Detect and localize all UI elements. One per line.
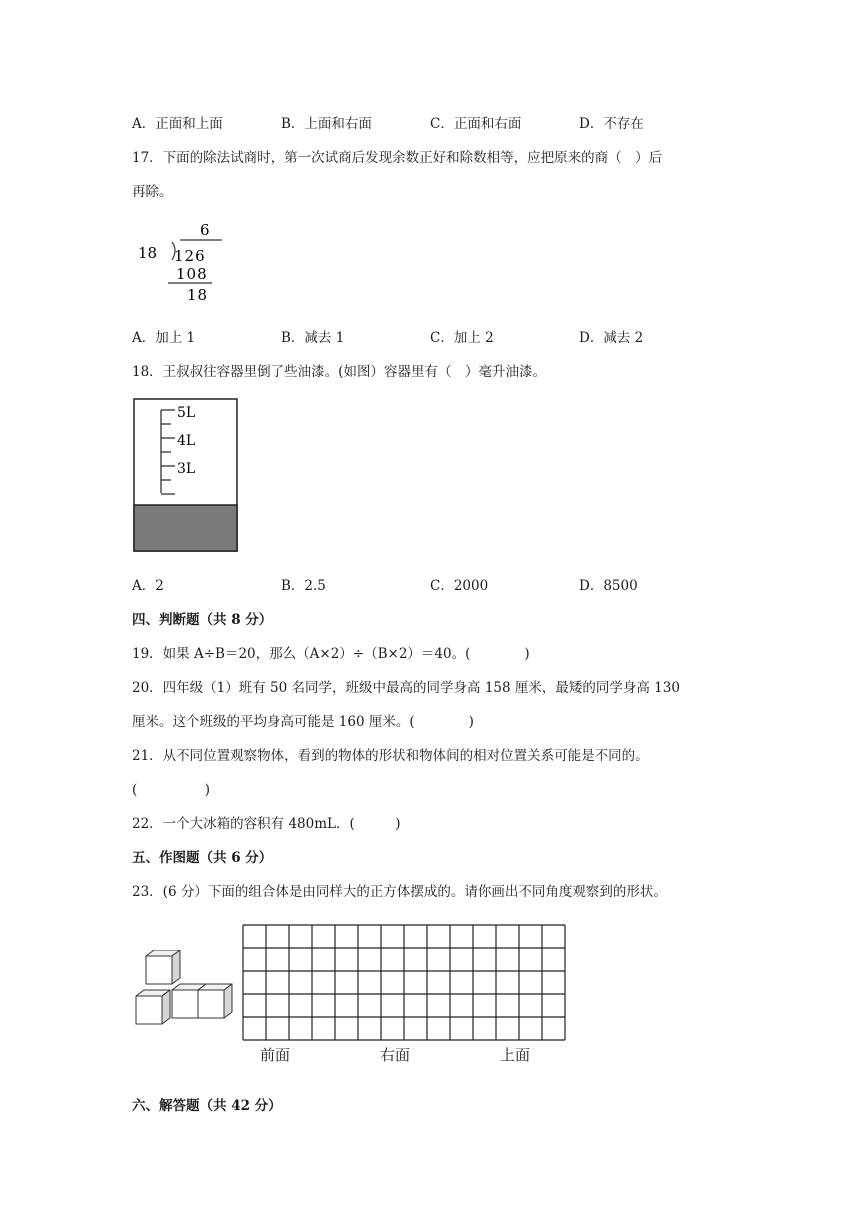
q19-text: 19．如果 A÷B＝20，那么（A×2）÷（B×2）＝40。( ) [132, 646, 530, 662]
q17-option-a: A．加上 1 [132, 330, 196, 346]
q18-option-d: D．8500 [579, 578, 638, 594]
division-divisor: 18 [138, 244, 158, 262]
division-dividend: 126 [174, 247, 206, 265]
q18-option-a: A．2 [132, 578, 164, 594]
q18-stem: 18．王叔叔往容器里倒了些油漆。(如图）容器里有（ ）毫升油漆。 [132, 364, 546, 380]
scale-label-3l: 3L [177, 461, 196, 477]
grid-label-top: 上面 [500, 1046, 531, 1064]
scale-label-4l: 4L [177, 433, 196, 449]
section-6-title: 六、解答题（共 42 分） [132, 1098, 282, 1114]
q17-stem-line1: 17．下面的除法试商时，第一次试商后发现余数正好和除数相等，应把原来的商（ ）后 [132, 150, 663, 166]
measuring-container-figure [133, 398, 239, 554]
section-4-title: 四、判断题（共 8 分） [132, 612, 273, 628]
q17-option-d: D．减去 2 [579, 330, 644, 346]
q23-text: 23．(6 分）下面的组合体是由同样大的正方体摆成的。请你画出不同角度观察到的形状。 [132, 884, 667, 900]
division-remainder: 18 [187, 286, 209, 304]
drawing-grid [242, 924, 568, 1042]
section-5-title: 五、作图题（共 6 分） [132, 850, 273, 866]
division-product: 108 [176, 265, 208, 283]
q17-option-b: B．减去 1 [281, 330, 345, 346]
q21-text-line2: ( ) [132, 782, 211, 798]
q18-option-b: B．2.5 [281, 578, 326, 594]
q16-option-d: D．不存在 [579, 116, 644, 132]
grid-label-right: 右面 [380, 1046, 411, 1064]
scale-label-5l: 5L [177, 405, 196, 421]
q22-text: 22．一个大冰箱的容积有 480mL．( ) [132, 816, 401, 832]
q16-option-c: C．正面和右面 [430, 116, 522, 132]
long-division-figure [132, 218, 232, 308]
cube-assembly-figure [130, 950, 240, 1030]
q17-option-c: C．加上 2 [430, 330, 494, 346]
paint-fill [134, 505, 237, 551]
q18-option-c: C．2000 [430, 578, 489, 594]
grid-label-front: 前面 [260, 1046, 291, 1064]
q20-text-line2: 厘米。这个班级的平均身高可能是 160 厘米。( ) [132, 714, 474, 730]
q17-stem-line2: 再除。 [132, 184, 173, 200]
division-quotient: 6 [200, 221, 210, 239]
q21-text-line1: 21．从不同位置观察物体，看到的物体的形状和物体间的相对位置关系可能是不同的。 [132, 748, 649, 764]
q20-text-line1: 20．四年级（1）班有 50 名同学，班级中最高的同学身高 158 厘米，最矮的同学身高 130 [132, 680, 680, 696]
q16-option-b: B．上面和右面 [281, 116, 372, 132]
q16-option-a: A．正面和上面 [132, 116, 223, 132]
